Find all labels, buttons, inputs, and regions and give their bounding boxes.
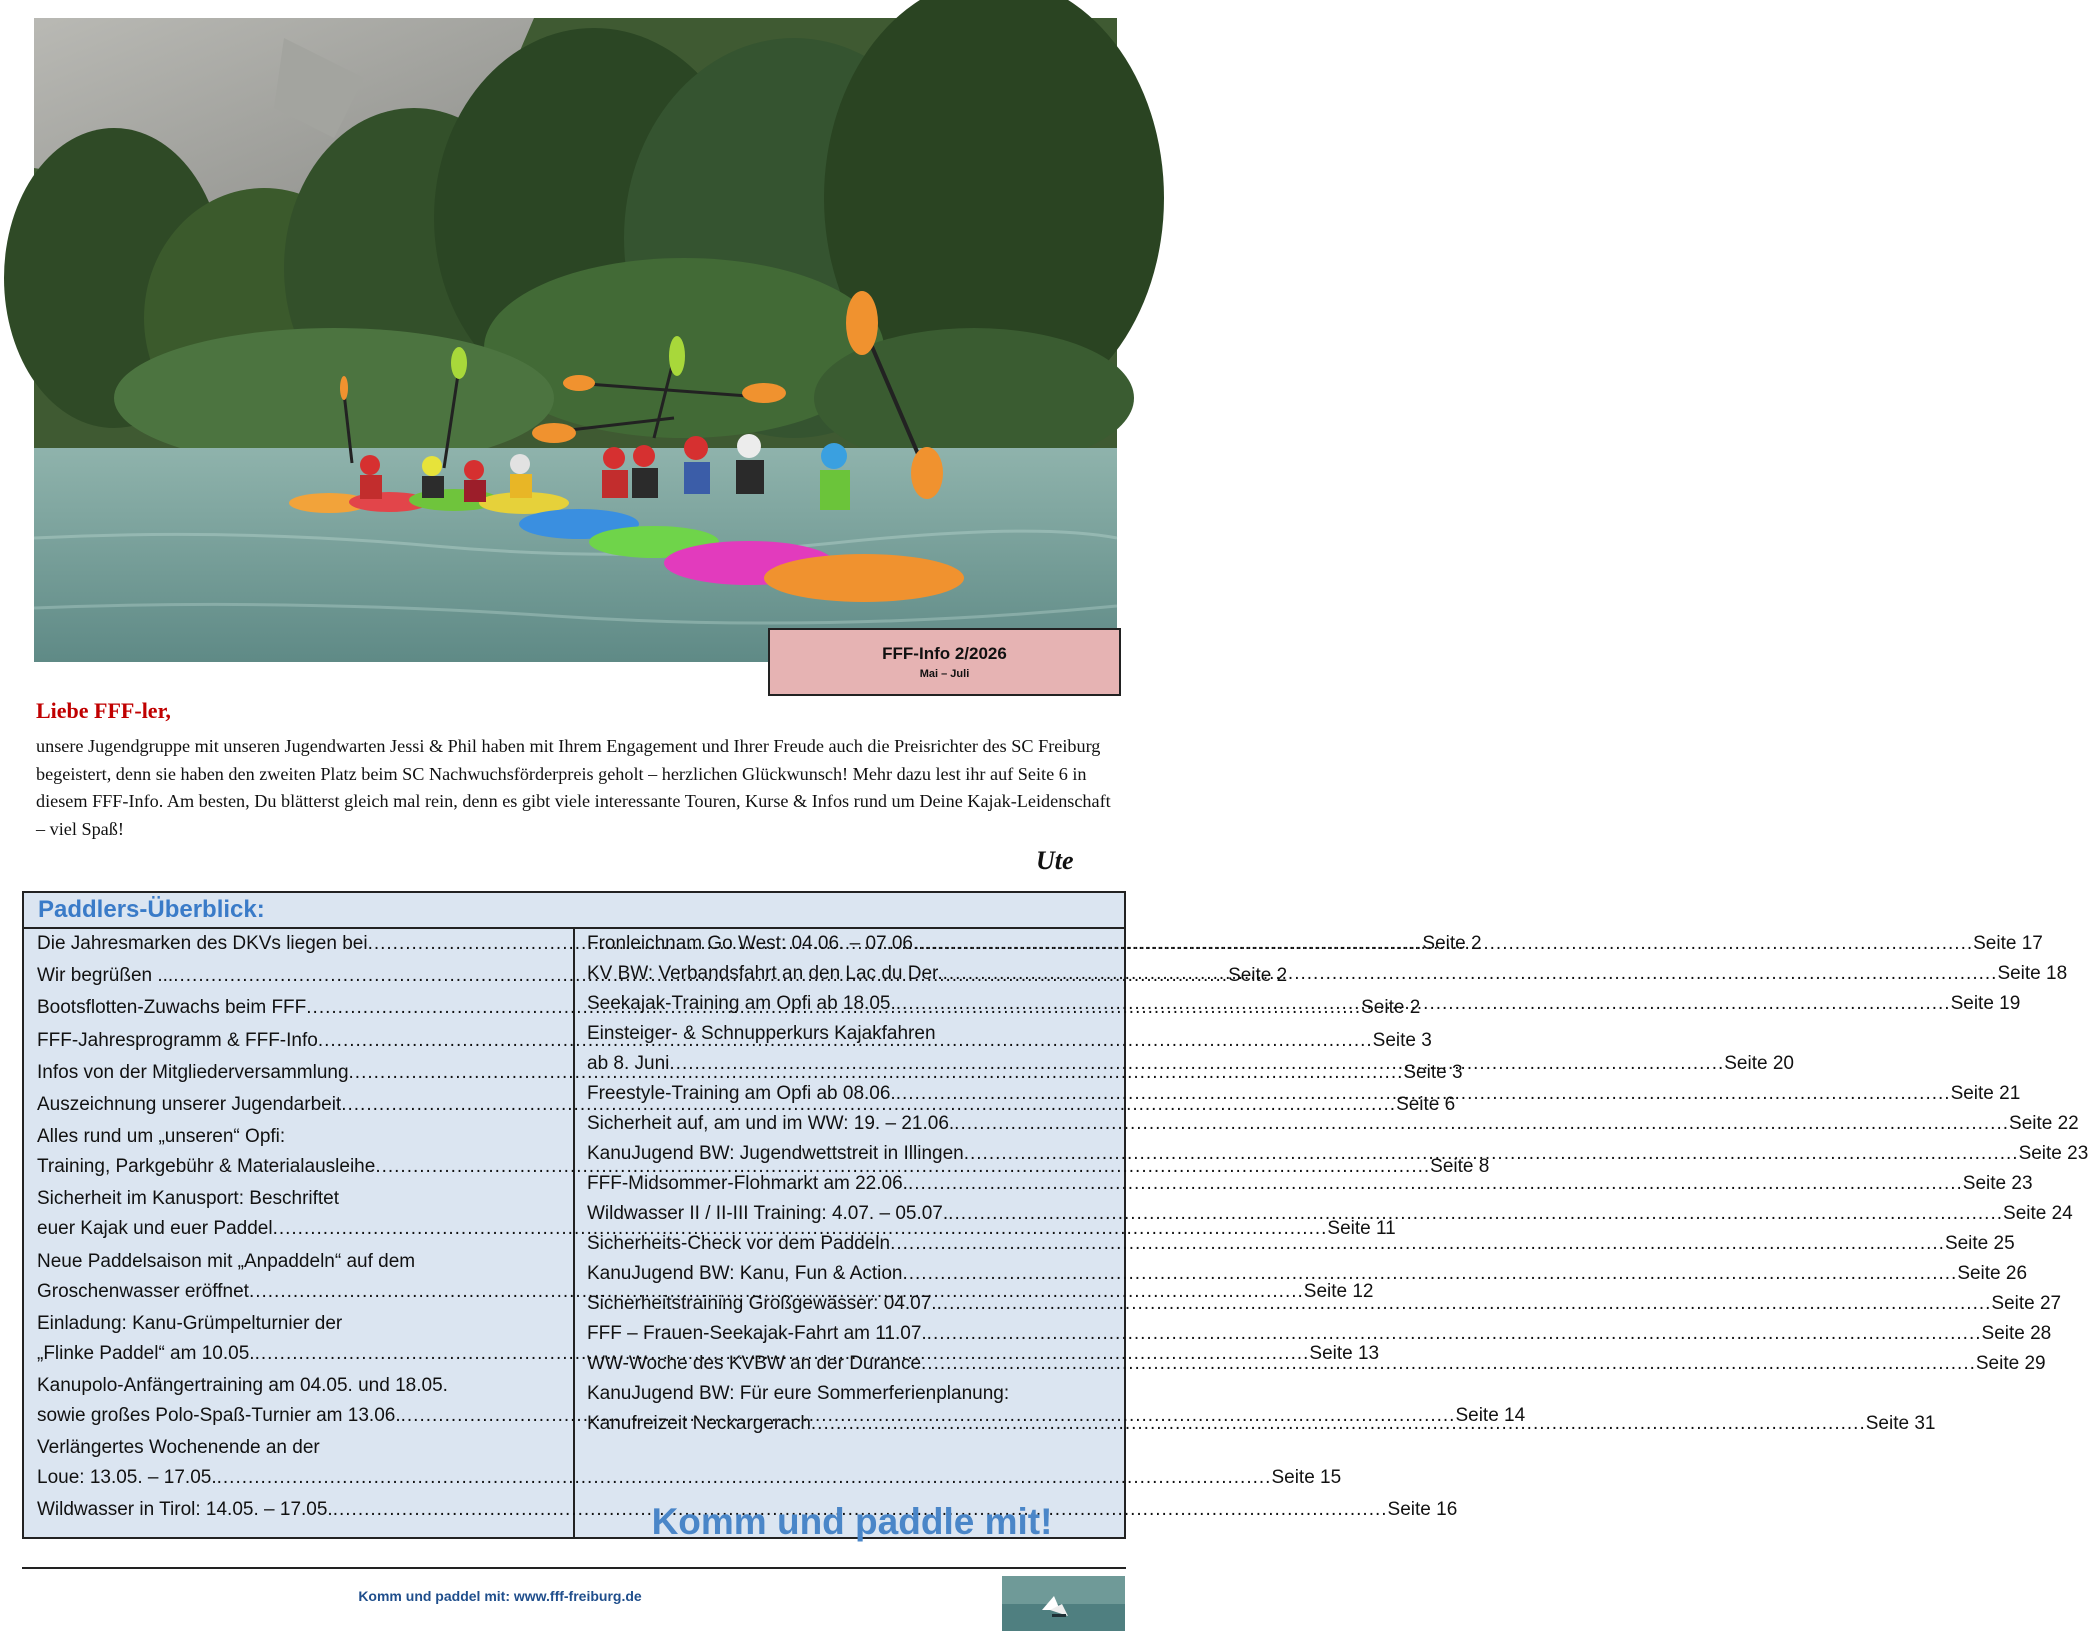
toc-entry-title: KV BW: Verbandsfahrt an den Lac du Der. (587, 963, 943, 984)
toc-leader-dots (811, 1409, 1866, 1439)
toc-entry-page: Seite 21 (1950, 1083, 2021, 1104)
toc-entry[interactable] (587, 1259, 2028, 1289)
toc-entry-title: FFF-Jahresprogramm & FFF-Info (37, 1029, 318, 1051)
toc-entry-title-line1: Alles rund um „unseren“ Opfi: (37, 1126, 286, 1148)
toc-entry-title: Infos von der Mitgliederversammlung (37, 1061, 349, 1083)
toc-entry-page: Seite 2 (1361, 997, 1421, 1019)
toc-heading: Paddlers-Überblick: (24, 893, 1124, 929)
toc-entry-title: FFF-Midsommer-Flohmarkt am 22.06. (587, 1173, 908, 1194)
toc-entry-page: Seite 12 (1303, 1280, 1374, 1302)
toc-entry-title-line1: Einsteiger- & Schnupperkurs Kajakfahren (587, 1023, 936, 1044)
toc-entry-page: Seite 22 (2009, 1113, 2079, 1134)
toc-entry-title-line1: Einladung: Kanu-Grümpelturnier der (37, 1312, 343, 1334)
toc-leader-dots (954, 1109, 2009, 1139)
toc-entry-title: WW-Woche des KVBW an der Durance (587, 1353, 922, 1374)
toc-entry-page: Seite 8 (1430, 1156, 1490, 1178)
toc-entry-page: Seite 6 (1396, 1094, 1456, 1115)
toc-slogan: Komm und paddle mit! (651, 1501, 1053, 1542)
issue-title: FFF-Info 2/2026 (882, 644, 1007, 663)
toc-entry-page: Seite 2 (1422, 933, 1482, 954)
toc-entry-page: Seite 2 (1228, 965, 1288, 987)
toc-entry-page: Seite 24 (2003, 1203, 2073, 1224)
toc-entry-page: Seite 17 (1973, 933, 2043, 954)
toc-entry-title: KanuJugend BW: Jugendwettstreit in Illingen (587, 1143, 964, 1164)
kayak-thumbnail-icon (1002, 1576, 1125, 1631)
toc-entry-page: Seite 15 (1271, 1467, 1342, 1489)
toc-entry-page: Seite 29 (1975, 1353, 2046, 1374)
kayak-group-photo (34, 18, 1117, 662)
toc-leader-dots (927, 1319, 1982, 1349)
issue-period: Mai – Juli (919, 668, 970, 680)
toc-entry-title: Training, Parkgebühr & Materialausleihe (37, 1156, 376, 1178)
toc-entry-title: Wildwasser in Tirol: 14.05. – 17.05. (37, 1499, 333, 1521)
toc-entry-page: Seite 23 (2018, 1143, 2088, 1164)
toc-entry-title: Die Jahresmarken des DKVs liegen bei (37, 933, 368, 954)
letter-signature: Ute (1036, 846, 1074, 875)
toc-entry-page: Seite 11 (1327, 1218, 1396, 1240)
toc-entry-title: Wir begrüßen ... (37, 965, 174, 987)
toc-entry[interactable] (587, 1169, 2033, 1199)
toc-leader-dots (902, 1259, 1957, 1289)
toc-leader-dots (896, 989, 1951, 1019)
toc-entry-title: Freestyle-Training am Opfi ab 08.06. (587, 1083, 896, 1104)
toc-leader-dots (937, 1289, 1992, 1319)
toc-entry-title: Bootsflotten-Zuwachs beim FFF (37, 997, 307, 1019)
toc-entry-page: Seite 31 (1865, 1413, 1936, 1434)
table-of-contents (22, 891, 2088, 1542)
toc-leader-dots (964, 1139, 2019, 1169)
toc-entry[interactable] (587, 1319, 2052, 1349)
toc-entry-title: Sicherheits-Check vor dem Paddeln (587, 1233, 891, 1254)
toc-entry-title: „Flinke Paddel“ am 10.05. (37, 1342, 255, 1364)
toc-entry-title: Sicherheit auf, am und im WW: 19. – 21.06. (587, 1113, 955, 1134)
footer-kayak-thumbnail (1002, 1576, 1125, 1631)
toc-leader-dots (908, 1169, 1963, 1199)
hero-photo (34, 18, 1117, 662)
toc-leader-dots (669, 1049, 1724, 1079)
toc-entry[interactable] (37, 1433, 1342, 1493)
toc-entry-page: Seite 23 (1962, 1173, 2033, 1194)
toc-entry-title: Loue: 13.05. – 17.05. (37, 1467, 217, 1489)
toc-entry-title: Groschenwasser eröffnet (37, 1280, 249, 1302)
toc-entry-page: Seite 16 (1387, 1499, 1458, 1521)
toc-entry-page: Seite 26 (1957, 1263, 2028, 1284)
letter-body: unsere Jugendgruppe mit unseren Jugendwarten Jessi & Phil haben mit Ihrem Engagement und Ihrer Freude auch die Preisrichter des SC Freiburg begeistert, denn sie haben den zweiten Platz beim SC Nachwuchsförderpreis geholt – herzlichen Glückwunsch! Mehr dazu lest ihr auf Seite 6 in diesem FFF-Info. Am besten, Du blätterst gleich mal rein, denn es gibt viele interessante Touren, Kurse & Infos rund um Deine Kajak-Leidenschaft – viel Spaß! (36, 736, 1111, 839)
toc-entry-page: Seite 25 (1944, 1233, 2015, 1254)
letter-greeting: Liebe FFF-ler, (36, 698, 171, 723)
toc-entry-page: Seite 3 (1403, 1061, 1463, 1083)
toc-entry-title-line1: KanuJugend BW: Für eure Sommerferienplanung: (587, 1383, 1010, 1404)
toc-leader-dots (896, 1079, 1951, 1109)
toc-leader-dots (918, 929, 1973, 959)
toc-entry-page: Seite 3 (1372, 1029, 1432, 1051)
footer-divider (22, 1567, 1126, 1569)
toc-entry-page: Seite 27 (1991, 1293, 2062, 1314)
footer-website-link[interactable]: Komm und paddel mit: www.fff-freiburg.de (358, 1588, 642, 1604)
toc-entry-title: sowie großes Polo-Spaß-Turnier am 13.06. (37, 1405, 401, 1426)
toc-entry-title: euer Kajak und euer Paddel (37, 1218, 273, 1240)
toc-entry-page: Seite 18 (1997, 963, 2068, 984)
toc-leader-dots (943, 959, 1998, 989)
toc-entry-title-line1: Verlängertes Wochenende an der (37, 1437, 320, 1459)
toc-leader-dots (921, 1349, 1976, 1379)
toc-entry-title: ab 8. Juni (587, 1053, 670, 1074)
toc-entry-page: Seite 20 (1724, 1053, 1794, 1074)
toc-entry-title-line1: Neue Paddelsaison mit „Anpaddeln“ auf dem (37, 1250, 416, 1272)
issue-label-box (768, 628, 1121, 696)
toc-leader-dots (217, 1463, 1272, 1493)
toc-entry-title: Seekajak-Training am Opfi ab 18.05. (587, 993, 896, 1014)
toc-entry-title: Fronleichnam Go West: 04.06. – 07.06. (587, 933, 919, 954)
toc-leader-dots (890, 1229, 1945, 1259)
toc-entry-page: Seite 28 (1981, 1323, 2052, 1344)
toc-leader-dots (948, 1199, 2003, 1229)
toc-entry-page: Seite 13 (1309, 1342, 1380, 1364)
toc-entry-title: Kanufreizeit Neckargerach (587, 1413, 811, 1434)
toc-entry-title-line1: Kanupolo-Anfängertraining am 04.05. und 18.05. (37, 1375, 448, 1396)
toc-entry-page: Seite 19 (1950, 993, 2021, 1014)
toc-entry-title: Auszeichnung unserer Jugendarbeit (37, 1094, 342, 1115)
toc-entry-title-line1: Sicherheit im Kanusport: Beschriftet (37, 1188, 340, 1210)
toc-entry-title: KanuJugend BW: Kanu, Fun & Action (587, 1263, 903, 1284)
toc-entry-title: FFF – Frauen-Seekajak-Fahrt am 11.07. (587, 1323, 927, 1344)
toc-entry-page: Seite 14 (1455, 1405, 1526, 1426)
toc-entry-title: Wildwasser II / II-III Training: 4.07. – 05.07. (587, 1203, 949, 1224)
toc-entry[interactable] (587, 1109, 2079, 1139)
toc-entry-title: Sicherheitstraining Großgewässer: 04.07. (587, 1293, 937, 1314)
